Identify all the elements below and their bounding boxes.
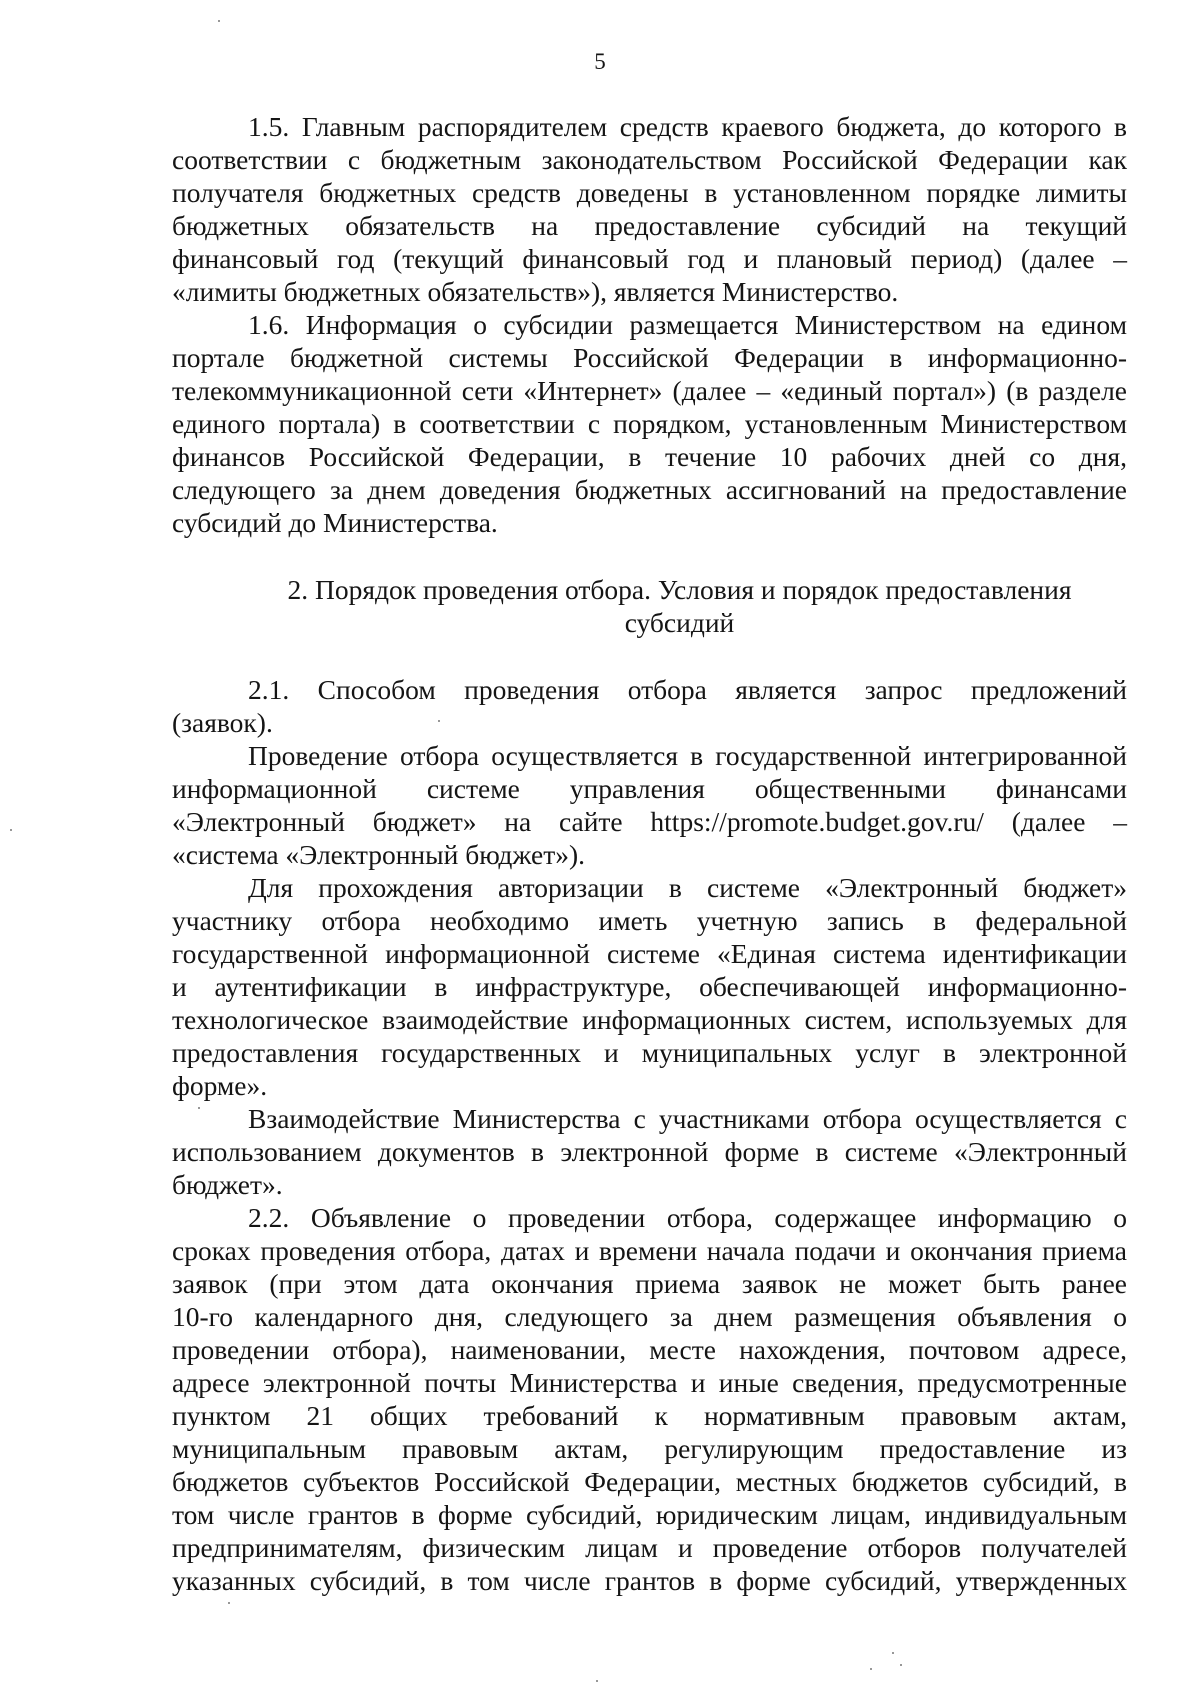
text-line: бюджетных обязательств на предоставление субсидий на текущий [172, 210, 1127, 241]
text-line: соответствии с бюджетным законодательством Российской Федерации как [172, 144, 1127, 175]
paragraph-2-1-system [172, 739, 1127, 871]
text-line: бюджетов субъектов Российской Федерации, местных бюджетов субсидий, в [172, 1466, 1127, 1497]
heading-line: субсидий [624, 607, 735, 638]
text-line: субсидий до Министерства. [172, 507, 498, 538]
text-line: участнику отбора необходимо иметь учетную запись в федеральной [172, 905, 1127, 936]
text-line: следующего за днем доведения бюджетных ассигнований на предоставление [172, 474, 1127, 505]
text-line: предпринимателям, физическим лицам и проведение отборов получателей [172, 1532, 1127, 1563]
scan-speck [218, 20, 220, 22]
text-line: портале бюджетной системы Российской Федерации в информационно- [172, 342, 1127, 373]
paragraph-2-1-interaction [172, 1102, 1127, 1201]
text-line: форме». [172, 1070, 268, 1101]
text-line: единого портала) в соответствии с порядком, установленным Министерством [172, 408, 1127, 439]
text-line: и аутентификации в инфраструктуре, обеспечивающей информационно- [172, 971, 1127, 1002]
text-line: государственной информационной системе «Единая система идентификации [172, 938, 1127, 969]
scan-speck [10, 829, 12, 831]
scan-speck [892, 1652, 894, 1654]
text-line: информационной системе управления общественными финансами [172, 773, 1127, 804]
heading-line: 2. Порядок проведения отбора. Условия и порядок предоставления [287, 574, 1072, 605]
scan-speck [438, 720, 440, 722]
text-line: проведении отбора), наименовании, месте нахождения, почтовом адресе, [172, 1334, 1127, 1365]
text-line: получателя бюджетных средств доведены в установленном порядке лимиты [172, 177, 1127, 208]
text-line: указанных субсидий, в том числе грантов в форме субсидий, утвержденных [172, 1565, 1127, 1596]
text-line: том числе грантов в форме субсидий, юридическим лицам, индивидуальным [172, 1499, 1127, 1530]
paragraph-1-6 [172, 308, 1127, 539]
text-line: использованием документов в электронной форме в системе «Электронный [172, 1136, 1127, 1167]
text-line: адресе электронной почты Министерства и иные сведения, предусмотренные [172, 1367, 1127, 1398]
scan-speck [596, 1680, 598, 1682]
text-line: муниципальным правовым актам, регулирующим предоставление из [172, 1433, 1127, 1464]
text-line: пунктом 21 общих требований к нормативным правовым актам, [172, 1400, 1127, 1431]
page-number: 5 [594, 49, 606, 74]
text-line: финансовый год (текущий финансовый год и плановый период) (далее – [172, 243, 1127, 274]
text-line: предоставления государственных и муниципальных услуг в электронной [172, 1037, 1127, 1068]
text-line: 1.5. Главным распорядителем средств краевого бюджета, до которого в [248, 111, 1127, 142]
text-line: телекоммуникационной сети «Интернет» (далее – «единый портал») (в разделе [172, 375, 1127, 406]
section-2-heading [172, 573, 1127, 639]
text-line: 2.2. Объявление о проведении отбора, содержащее информацию о [248, 1202, 1127, 1233]
text-line: заявок (при этом дата окончания приема заявок не может быть ранее [172, 1268, 1127, 1299]
paragraph-2-1 [172, 673, 1127, 739]
paragraph-2-2 [172, 1201, 1127, 1597]
text-line: технологическое взаимодействие информационных систем, используемых для [172, 1004, 1127, 1035]
document-body [172, 110, 1127, 1597]
paragraph-1-5 [172, 110, 1127, 308]
text-line: (заявок). [172, 707, 273, 738]
text-line: Взаимодействие Министерства с участниками отбора осуществляется с [248, 1103, 1127, 1134]
text-line: Для прохождения авторизации в системе «Электронный бюджет» [248, 872, 1127, 903]
text-line: финансов Российской Федерации, в течение 10 рабочих дней со дня, [172, 441, 1127, 472]
scan-speck [198, 1107, 200, 1109]
text-line: «система «Электронный бюджет»). [172, 839, 585, 870]
scan-speck [900, 1664, 902, 1666]
text-line: Проведение отбора осуществляется в государственной интегрированной [248, 740, 1127, 771]
text-line: «Электронный бюджет» на сайте https://promote.budget.gov.ru/ (далее – [172, 806, 1127, 837]
text-line: 1.6. Информация о субсидии размещается Министерством на едином [248, 309, 1127, 340]
text-line: 10-го календарного дня, следующего за днем размещения объявления о [172, 1301, 1127, 1332]
scan-speck [870, 1668, 872, 1670]
text-line: «лимиты бюджетных обязательств»), является Министерство. [172, 276, 899, 307]
text-line: бюджет». [172, 1169, 283, 1200]
scan-speck [228, 1602, 230, 1604]
text-line: сроках проведения отбора, датах и времени начала подачи и окончания приема [172, 1235, 1127, 1266]
text-line: 2.1. Способом проведения отбора является запрос предложений [248, 674, 1127, 705]
paragraph-2-1-authorization [172, 871, 1127, 1102]
